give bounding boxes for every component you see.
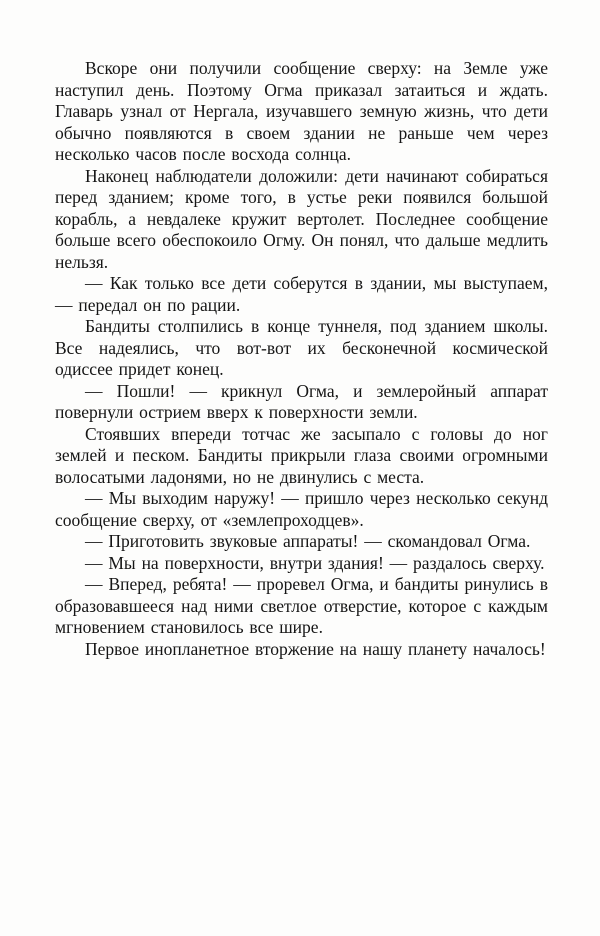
paragraph: — Пошли! — крикнул Огма, и землеройный аппарат повернули острием вверх к поверхности земли. [55,380,548,422]
paragraph: — Мы на поверхности, внутри здания! — раздалось сверху. [85,552,545,573]
paragraph: Бандиты столпились в конце туннеля, под зданием школы. Все надеялись, что вот-вот их бесконечной космической одиссее придет конец. [55,316,548,379]
paragraph: Наконец наблюдатели доложили: дети начинают собираться перед зданием; кроме того, в устье реки появился большой корабль, а невдалеке кружит вертолет. Последнее сообщение больше всего обеспокоило Огму. Он понял, что дальше медлить нельзя. [55,165,548,272]
paragraph: Первое инопланетное вторжение на нашу планету началось! [85,638,546,659]
paragraph: — Приготовить звуковые аппараты! — скомандовал Огма. [85,531,531,551]
paragraph: — Как только все дети соберутся в здании, мы выступаем,— передал он по рации. [55,273,548,315]
page-text-block [55,58,548,660]
paragraph: Вскоре они получили сообщение сверху: на Земле уже наступил день. Поэтому Огма приказал затаиться и ждать. Главарь узнал от Нергала, изучавшего земную жизнь, что дети обычно появляются в своем здании не раньше чем через несколько часов после восхода солнца. [55,58,548,164]
paragraph: — Мы выходим наружу! — пришло через несколько секунд сообщение сверху, от «землепроходцев». [55,488,548,530]
paragraph: — Вперед, ребята! — проревел Огма, и бандиты ринулись в образовавшееся над ними светлое отверстие, которое с каждым мгновением становилось все шире. [55,574,548,637]
paragraph: Стоявших впереди тотчас же засыпало с головы до ног землей и песком. Бандиты прикрыли глаза своими огромными волосатыми ладонями, но не двинулись с места. [55,423,548,487]
